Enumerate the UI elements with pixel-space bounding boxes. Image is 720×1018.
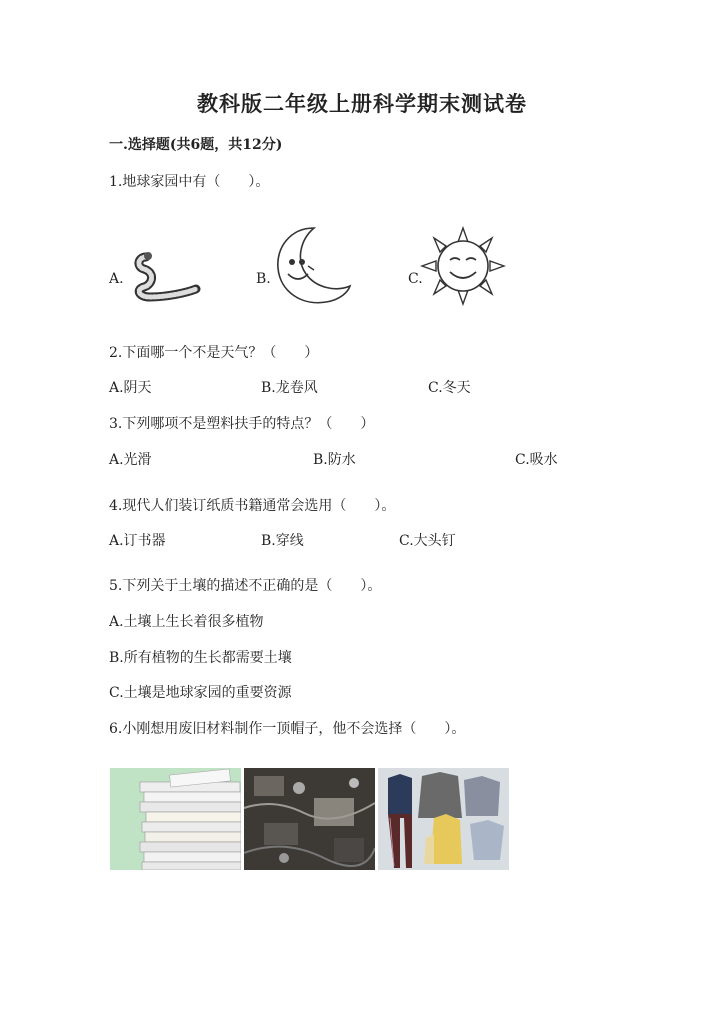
old-clothes-photo [378, 768, 509, 870]
question-1-option-b: B. [256, 271, 271, 287]
sun-image [420, 226, 506, 306]
question-3-option-a: A.光滑 [109, 452, 152, 468]
question-2-stem: 2.下面哪一个不是天气？（ ） [109, 345, 319, 361]
question-1-option-c: C. [408, 271, 423, 287]
question-6-stem: 6.小刚想用废旧材料制作一顶帽子，他不会选择（ ）。 [109, 721, 466, 737]
question-2-option-c: C.冬天 [428, 380, 471, 396]
section-heading: 一.选择题(共6题，共12分) [109, 137, 283, 153]
page-title: 教科版二年级上册科学期末测试卷 [197, 91, 527, 116]
moon-image [270, 222, 352, 308]
question-4-option-a: A.订书器 [109, 533, 166, 549]
question-2-option-a: A.阴天 [109, 380, 152, 396]
newspaper-stack-photo [110, 768, 241, 870]
question-5-option-a: A.土壤上生长着很多植物 [109, 614, 264, 630]
question-1-stem: 1.地球家园中有（ ）。 [109, 174, 270, 190]
question-5-option-c: C.土壤是地球家园的重要资源 [109, 685, 292, 701]
question-5-stem: 5.下列关于土壤的描述不正确的是（ ）。 [109, 578, 382, 594]
earthworm-image [126, 245, 206, 303]
question-3-option-b: B.防水 [313, 452, 356, 468]
question-5-option-b: B.所有植物的生长都需要土壤 [109, 650, 292, 666]
electronic-waste-photo [244, 768, 375, 870]
question-4-option-b: B.穿线 [261, 533, 304, 549]
question-2-option-b: B.龙卷风 [261, 380, 318, 396]
question-4-stem: 4.现代人们装订纸质书籍通常会选用（ ）。 [109, 498, 396, 514]
question-4-option-c: C.大头钉 [399, 533, 456, 549]
question-1-option-a: A. [109, 271, 124, 287]
question-3-option-c: C.吸水 [515, 452, 558, 468]
question-3-stem: 3.下列哪项不是塑料扶手的特点？（ ） [109, 416, 375, 432]
